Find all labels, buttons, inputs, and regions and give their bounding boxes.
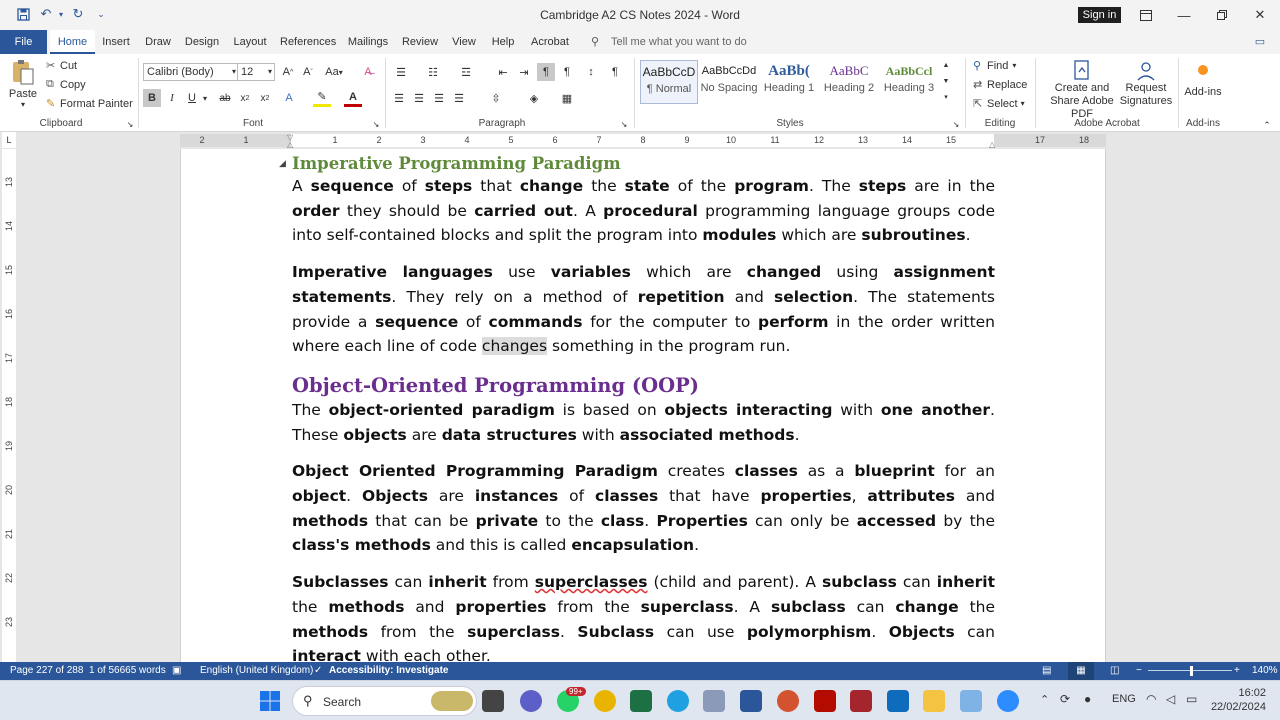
- vertical-ruler-number: 21: [4, 529, 14, 540]
- ltr-direction-icon[interactable]: ¶: [537, 63, 555, 81]
- battery-icon[interactable]: ▭: [1186, 692, 1198, 706]
- paragraph-group-label: Paragraph: [478, 118, 526, 129]
- multilevel-list-icon[interactable]: ☲: [461, 66, 471, 79]
- bullets-icon[interactable]: ☰: [396, 66, 406, 79]
- line-spacing-icon[interactable]: ⇳: [491, 92, 501, 105]
- tab-view[interactable]: View: [452, 36, 476, 48]
- justify-icon[interactable]: ☰: [454, 92, 464, 105]
- shading-icon[interactable]: ◈: [529, 92, 539, 105]
- align-right-icon[interactable]: ☰: [434, 92, 444, 105]
- taskbar-search[interactable]: ⚲ Search: [292, 686, 477, 716]
- copy-button[interactable]: ⧉ Copy: [46, 78, 86, 91]
- select-button[interactable]: ⇱ Select ▾: [973, 97, 1025, 110]
- title-bar: [0, 0, 1280, 30]
- borders-icon[interactable]: ▦: [561, 92, 573, 105]
- paragraph: Subclasses can inherit from superclasses (child and parent). A subclass can inherit the methods and properties from the superclass. A subclass can change the methods from the superclass. Subclass can use polymorphism. Objects can interact with each other.: [292, 573, 996, 662]
- heading-oop: Object-Oriented Programming (OOP): [292, 373, 699, 397]
- microphone-icon[interactable]: ●: [1084, 692, 1092, 706]
- proofing-icon[interactable]: ▣: [172, 665, 182, 676]
- vertical-ruler-number: 14: [4, 221, 14, 232]
- highlight-color-icon[interactable]: ✎: [313, 89, 331, 107]
- zoom-level[interactable]: 140%: [1252, 665, 1278, 676]
- document-body[interactable]: [292, 149, 995, 662]
- store-icon[interactable]: [887, 690, 909, 712]
- search-highlight-image: [431, 691, 473, 711]
- paste-button[interactable]: Paste ▾: [8, 58, 38, 112]
- sort-icon[interactable]: ↕: [588, 66, 594, 78]
- group-divider: [385, 58, 386, 128]
- shrink-font-icon[interactable]: A ˇ: [303, 66, 313, 78]
- vertical-ruler: [2, 149, 16, 662]
- chevron-down-icon: ▾: [231, 67, 236, 76]
- add-ins-button[interactable]: Add-ins: [1182, 62, 1224, 98]
- accessibility-status[interactable]: Accessibility: Investigate: [329, 665, 449, 676]
- maximize-icon[interactable]: [1203, 0, 1241, 30]
- tab-acrobat[interactable]: Acrobat: [531, 36, 569, 48]
- ruler-number: 13: [857, 135, 868, 145]
- align-left-icon[interactable]: ☰: [394, 92, 404, 105]
- paragraph: A sequence of steps that change the state of the program. The steps are in the order they should be carried out. A procedural programming language groups code into self-contained blocks and split the program into modules which are subroutines.: [292, 177, 996, 245]
- task-view-icon[interactable]: [482, 690, 504, 712]
- page-count[interactable]: Page 227 of 288: [10, 665, 84, 676]
- customize-quick-access-icon[interactable]: ⌄: [97, 8, 105, 19]
- word-count[interactable]: 1 of 56665 words: [89, 665, 166, 676]
- replace-icon: ⇄: [973, 79, 983, 91]
- vertical-ruler-number: 16: [4, 309, 14, 320]
- paragraph: The object-oriented paradigm is based on objects interacting with one another. These objects are data structures with associated methods.: [292, 400, 995, 444]
- tab-help[interactable]: Help: [491, 36, 515, 48]
- settings-app-icon[interactable]: [960, 690, 982, 712]
- undo-icon[interactable]: ↶: [40, 6, 52, 21]
- ruler-number: 18: [1078, 135, 1089, 145]
- ruler-number: 3: [420, 135, 426, 145]
- search-icon: ⚲: [973, 60, 982, 72]
- acrobat-icon[interactable]: [814, 690, 836, 712]
- undo-dropdown-icon[interactable]: ▾: [58, 9, 63, 19]
- style-heading-1[interactable]: AaBb( Heading 1: [763, 63, 815, 94]
- paragraph: Imperative languages use variables which are changed using assignment statements. They rely on a method of repetition and selection. The statements provide a sequence of commands for the computer to perform in the order written where each line of code changes something in the program run.: [292, 263, 996, 356]
- editing-group-label: Editing: [984, 118, 1016, 129]
- show-formatting-marks-icon[interactable]: ¶: [612, 66, 618, 78]
- request-signatures-button[interactable]: Request Signatures: [1120, 60, 1172, 108]
- wifi-icon[interactable]: ◠: [1146, 692, 1157, 706]
- vertical-ruler-number: 23: [4, 617, 14, 628]
- tab-home[interactable]: Home: [50, 30, 95, 54]
- styles-more-icon[interactable]: ▾: [944, 94, 948, 101]
- language-status[interactable]: English (United Kingdom): [200, 665, 314, 676]
- style-heading-3[interactable]: AaBbCcl Heading 3: [883, 64, 935, 94]
- tab-selector-icon[interactable]: L: [2, 132, 16, 148]
- ruler-row: [0, 132, 1280, 149]
- taskbar: [0, 680, 1280, 720]
- group-divider: [965, 58, 966, 128]
- rtl-direction-icon[interactable]: ¶: [564, 66, 570, 78]
- paste-icon: [10, 58, 36, 86]
- cursor-icon: ⇱: [973, 98, 983, 110]
- group-divider: [138, 58, 139, 128]
- ruler-number: 9: [684, 135, 690, 145]
- ruler-number: 2: [199, 135, 205, 145]
- ribbon-display-options-icon[interactable]: [1127, 0, 1165, 30]
- ruler-number: 14: [901, 135, 912, 145]
- font-name-combo[interactable]: Calibri (Body) ▾: [143, 63, 239, 81]
- access-icon[interactable]: [850, 690, 872, 712]
- styles-group-label: Styles: [776, 118, 804, 129]
- tab-draw[interactable]: Draw: [145, 36, 171, 48]
- styles-scroll-up-icon[interactable]: ▲: [942, 61, 950, 69]
- font-launcher-icon[interactable]: ↘: [372, 119, 380, 129]
- italic-button[interactable]: I: [170, 92, 174, 104]
- group-divider: [1035, 58, 1036, 128]
- paragraph: Object Oriented Programming Paradigm creates classes as a blueprint for an object. Objects are instances of classes that have properties, attributes and methods that can be private to the class. Properties can only be accessed by the class's methods and this is called encapsulation.: [292, 462, 996, 555]
- change-case-button[interactable]: Aa ▾: [325, 66, 343, 78]
- font-size-combo[interactable]: 12 ▾: [237, 63, 275, 81]
- hidden-icons-chevron-icon[interactable]: ⌃: [1040, 694, 1050, 706]
- teams-chat-icon[interactable]: [520, 690, 542, 712]
- horizontal-ruler[interactable]: [180, 134, 1106, 147]
- replace-button[interactable]: ⇄ Replace: [973, 78, 1028, 91]
- accessibility-icon: ✓: [314, 665, 323, 676]
- tell-me-search[interactable]: Tell me what you want to do: [611, 36, 747, 48]
- vertical-ruler-number: 18: [4, 397, 14, 408]
- ruler-number: 4: [464, 135, 470, 145]
- format-painter-button[interactable]: ✎ Format Painter: [46, 97, 133, 110]
- heading-imperative: Imperative Programming Paradigm: [292, 154, 621, 173]
- superscript-button[interactable]: x 2: [260, 92, 270, 104]
- clock-time: 16:02: [1238, 687, 1266, 699]
- powerpoint-icon[interactable]: [777, 690, 799, 712]
- group-divider: [634, 58, 635, 128]
- increase-indent-icon[interactable]: ⇥: [519, 66, 529, 79]
- ruler-number: 11: [770, 135, 780, 145]
- find-button[interactable]: ⚲ Find ▾: [973, 59, 1017, 72]
- clipboard-launcher-icon[interactable]: ↘: [126, 119, 134, 129]
- font-group-label: Font: [242, 118, 263, 129]
- ruler-number: 10: [725, 135, 736, 145]
- vertical-ruler-number: 20: [4, 485, 14, 496]
- font-color-icon[interactable]: A: [344, 89, 362, 107]
- ruler-number: 2: [376, 135, 382, 145]
- print-layout-icon[interactable]: ▦: [1068, 662, 1094, 680]
- excel-icon[interactable]: [630, 690, 652, 712]
- window-title: Cambridge A2 CS Notes 2024 - Word: [540, 8, 740, 22]
- document-page[interactable]: [180, 149, 1106, 662]
- scissors-icon: ✂: [46, 60, 56, 72]
- style-no-spacing[interactable]: AaBbCcDd No Spacing: [700, 65, 758, 94]
- subscript-button[interactable]: x 2: [240, 92, 250, 104]
- tab-review[interactable]: Review: [401, 36, 439, 48]
- paintbrush-icon: ✎: [46, 98, 56, 110]
- ruler-number: 5: [508, 135, 514, 145]
- zoom-in-icon[interactable]: +: [1234, 665, 1240, 676]
- signature-icon: [1135, 60, 1157, 82]
- cut-button[interactable]: ✂ Cut: [46, 59, 78, 72]
- paragraph-launcher-icon[interactable]: ↘: [620, 119, 628, 129]
- collapse-ribbon-icon[interactable]: ⌃: [1263, 119, 1271, 130]
- edge-icon[interactable]: [667, 690, 689, 712]
- redo-icon[interactable]: ↻: [72, 6, 84, 21]
- vertical-ruler-number: 22: [4, 573, 14, 584]
- notification-badge: 99+: [566, 687, 586, 696]
- style-normal[interactable]: AaBbCcD ¶ Normal: [640, 60, 698, 104]
- ruler-number: 7: [596, 135, 602, 145]
- indent-marker-icon[interactable]: ▽ △: [287, 133, 294, 149]
- collapse-heading-icon[interactable]: ◢: [279, 158, 286, 168]
- strikethrough-button[interactable]: ab: [219, 92, 231, 104]
- ruler-number: 8: [640, 135, 646, 145]
- file-explorer-icon[interactable]: [923, 690, 945, 712]
- grow-font-icon[interactable]: A ^: [282, 66, 294, 78]
- volume-icon[interactable]: ◁: [1166, 692, 1176, 706]
- group-divider: [1178, 58, 1179, 128]
- styles-scroll-down-icon[interactable]: ▼: [942, 77, 950, 85]
- underline-button[interactable]: U: [188, 92, 196, 104]
- acrobat-group-label: Adobe Acrobat: [1074, 118, 1140, 129]
- tab-mailings[interactable]: Mailings: [347, 36, 389, 48]
- copy-icon: ⧉: [46, 78, 54, 90]
- word-icon[interactable]: [740, 690, 762, 712]
- ruler-number: 1: [243, 135, 249, 145]
- ruler-number: 6: [552, 135, 558, 145]
- underline-dropdown-icon[interactable]: ▾: [202, 93, 207, 103]
- search-icon: ⚲: [303, 693, 313, 708]
- lightbulb-icon: ⚲: [590, 36, 600, 48]
- pdf-share-icon: [1071, 60, 1093, 82]
- styles-launcher-icon[interactable]: ↘: [952, 119, 960, 129]
- zoom-out-icon[interactable]: −: [1136, 665, 1142, 676]
- snipping-tool-icon[interactable]: [703, 690, 725, 712]
- tab-file[interactable]: File: [0, 30, 47, 54]
- sync-icon[interactable]: ⟳: [1060, 692, 1071, 706]
- tab-references[interactable]: References: [280, 36, 337, 48]
- ribbon-tabs: [0, 30, 1280, 54]
- create-share-pdf-button[interactable]: Create and Share Adobe PDF: [1040, 60, 1124, 121]
- close-icon[interactable]: ✕: [1254, 7, 1266, 22]
- input-language[interactable]: ENG: [1112, 693, 1136, 705]
- clipboard-group-label: Clipboard: [39, 118, 83, 129]
- web-layout-icon[interactable]: ◫: [1110, 665, 1120, 676]
- right-indent-icon[interactable]: △: [989, 140, 996, 149]
- vertical-ruler-number: 17: [4, 353, 14, 364]
- clear-formatting-icon[interactable]: A̶: [364, 66, 372, 78]
- zoom-slider-thumb[interactable]: [1190, 666, 1193, 676]
- add-ins-icon: [1195, 62, 1211, 78]
- status-bar: [0, 662, 1280, 680]
- comments-icon[interactable]: ▭: [1254, 36, 1266, 48]
- windows-start-icon[interactable]: [259, 690, 281, 712]
- zoom-app-icon[interactable]: [997, 690, 1019, 712]
- tab-layout[interactable]: Layout: [233, 36, 267, 48]
- add-ins-group-label: Add-ins: [1186, 118, 1220, 129]
- align-center-icon[interactable]: ☰: [414, 92, 424, 105]
- ruler-number: 15: [945, 135, 956, 145]
- bold-button[interactable]: B: [143, 89, 161, 107]
- vertical-ruler-number: 13: [4, 177, 14, 188]
- ruler-number: 1: [332, 135, 338, 145]
- minimize-icon[interactable]: —: [1177, 7, 1191, 23]
- tab-insert[interactable]: Insert: [102, 36, 130, 48]
- style-heading-2[interactable]: AaBbC Heading 2: [823, 63, 875, 94]
- ribbon-home: [0, 54, 1280, 132]
- clock-date: 22/02/2024: [1210, 701, 1266, 713]
- vertical-ruler-number: 19: [4, 441, 14, 452]
- vertical-ruler-number: 15: [4, 265, 14, 276]
- decrease-indent-icon[interactable]: ⇤: [498, 66, 508, 79]
- ruler-number: 12: [813, 135, 824, 145]
- clock[interactable]: [1206, 686, 1266, 714]
- chrome-icon[interactable]: [594, 690, 616, 712]
- sign-in-button[interactable]: Sign in: [1078, 7, 1121, 23]
- focus-mode-icon[interactable]: ▤: [1042, 665, 1052, 676]
- tab-design[interactable]: Design: [184, 36, 220, 48]
- paste-dropdown-icon[interactable]: ▾: [20, 100, 25, 109]
- ruler-number: 17: [1034, 135, 1045, 145]
- numbering-icon[interactable]: ☷: [428, 66, 438, 79]
- chevron-down-icon: ▾: [267, 67, 272, 76]
- text-effects-icon[interactable]: A: [285, 92, 293, 104]
